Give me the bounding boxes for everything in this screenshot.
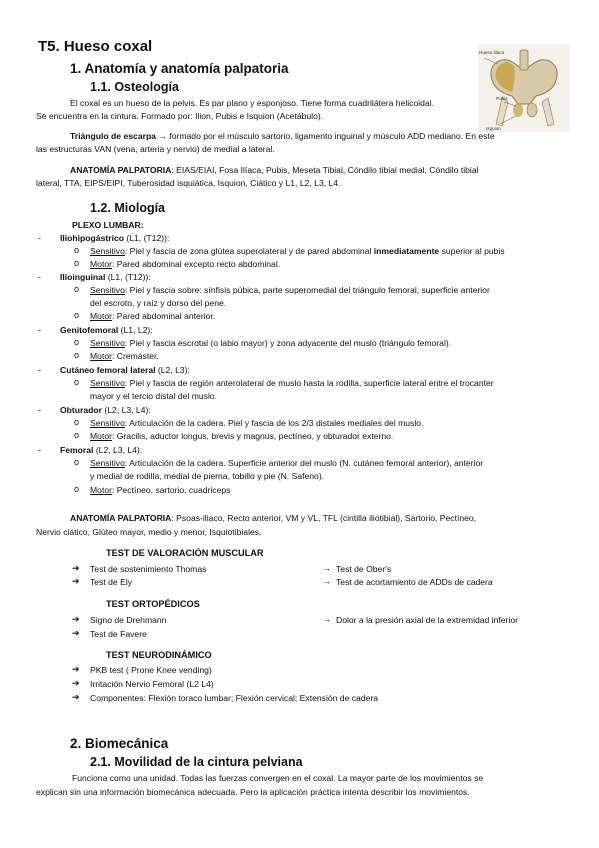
- osteologia-line-2: Se encuentra en la cintura. Formado por: Ilion, Pubis e Isquion (Acetábulo).: [36, 111, 324, 121]
- test-item: Test de sostenimiento Thomas: [90, 564, 207, 574]
- nerve-roots: (L2, L3, L4):: [102, 405, 151, 415]
- list-bullet: o: [74, 484, 80, 494]
- palpatoria-line-1: [70, 164, 564, 176]
- list-bullet: o: [74, 284, 80, 294]
- arrow-icon: ➔: [72, 692, 80, 702]
- nerve-cutaneo-femoral-lateral: [60, 364, 190, 376]
- list-bullet: o: [74, 377, 80, 387]
- nerve-item: [90, 258, 280, 270]
- item-text: : Pectíneo, sartorio, cuadriceps: [111, 485, 231, 495]
- test-item: Test de Ely: [90, 577, 133, 587]
- arrow-icon: ➔: [72, 576, 80, 586]
- palpatoria-line-2: lateral, TTA, EIPS/EIPI, Tuberosidad isquiática, Isquion, Ciático y L1, L2, L3, L4.: [36, 178, 341, 188]
- section-1-heading: 1. Anatomía y anatomía palpatoria: [70, 61, 289, 76]
- triangulo-line-2: las estructuras VAN (vena, arteria y nervio) de medial a lateral.: [36, 144, 275, 154]
- nerve-roots: (L1, (T12)):: [123, 233, 170, 243]
- triangulo-label: Triángulo de escarpa: [70, 131, 156, 141]
- test-item: Irritación Nervio Femoral (L2 L4): [90, 679, 214, 689]
- list-bullet: o: [74, 350, 80, 360]
- palpatoria-miologia-line-2: Nervio ciático, Glúteo mayor, medio y menor, Isquiotibiales.: [36, 527, 262, 537]
- nerve-item-cont: y medial de rodilla, medial de pierna, tobillo y pie (N. Safeno).: [90, 471, 325, 481]
- nerve-item: [90, 284, 490, 296]
- test-item: Signo de Drehmann: [90, 615, 167, 625]
- nerve-roots: (L1, L2):: [118, 325, 153, 335]
- item-text: : Articulación de la cadera. Superficie anterior del muslo (N. cutáneo femoral anterior), anterior: [124, 458, 484, 468]
- item-label: Sensitivo: [90, 246, 125, 256]
- nerve-name: Iliohipogástrico: [60, 233, 124, 243]
- list-dash: -: [38, 325, 41, 335]
- nerve-obturador: [60, 404, 151, 416]
- nerve-item: [90, 377, 494, 389]
- nerve-genitofemoral: [60, 324, 153, 336]
- triangulo-text: → formado por el músculo sartorio, ligamento inguinal y músculo ADD mediano. En este: [155, 131, 495, 141]
- item-text: : Cremáster.: [111, 351, 159, 361]
- section-1-1-heading: 1.1. Osteología: [90, 80, 179, 94]
- figure-label-isquion: Isquion: [486, 126, 501, 131]
- list-dash: -: [38, 272, 41, 282]
- item-text-bold: inmediatamente: [373, 246, 440, 256]
- nerve-name: Ilioinguinal: [60, 272, 106, 282]
- nerve-item: [90, 457, 483, 469]
- osteologia-line-1: El coxal es un hueso de la pelvis. Es par plano y esponjoso. Tiene forma cuadrilátera helicoidal.: [70, 98, 435, 108]
- nerve-name: Femoral: [60, 445, 94, 455]
- nerve-femoral: [60, 444, 142, 456]
- item-label: Sensitivo: [90, 378, 125, 388]
- item-label: Motor: [90, 259, 112, 269]
- triangulo-line-1: [70, 130, 564, 142]
- biomecanica-line-1: Funciona como una unidad. Todas las fuerzas convergen en el coxal. La mayor parte de los movimientos se: [72, 773, 484, 783]
- nerve-item-cont: del escroto, y raíz y dorso del pene.: [90, 298, 227, 308]
- item-label: Motor: [90, 431, 112, 441]
- item-label: Motor: [90, 485, 112, 495]
- arrow-icon: ➔: [72, 628, 80, 638]
- item-label: Motor: [90, 351, 112, 361]
- list-bullet: o: [74, 245, 80, 255]
- nerve-item: [90, 337, 451, 349]
- list-bullet: o: [74, 258, 80, 268]
- nerve-roots: (L1, (T12)):: [105, 272, 151, 282]
- test-item: PKB test ( Prone Knee vending): [90, 665, 212, 675]
- nerve-roots: (L2, L3):: [155, 365, 190, 375]
- nerve-roots: (L2, L3, L4):: [93, 445, 143, 455]
- nerve-name: Cutáneo femoral lateral: [60, 365, 156, 375]
- item-label: Sensitivo: [90, 458, 125, 468]
- test-ortopedicos-heading: TEST ORTOPÉDICOS: [106, 599, 200, 609]
- list-dash: -: [38, 445, 41, 455]
- test-item: Dolor a la presión axial de la extremidad inferior: [336, 615, 518, 625]
- section-1-2-heading: 1.2. Miología: [90, 201, 166, 215]
- figure-label-ilion: Hueso ilíaco: [479, 50, 505, 55]
- arrow-small-icon: →: [322, 563, 331, 573]
- nerve-item: [90, 430, 393, 442]
- nerve-item: [90, 245, 505, 257]
- test-muscular-heading: TEST DE VALORACIÓN MUSCULAR: [106, 548, 264, 558]
- palpatoria-miologia-line-1: [70, 512, 564, 524]
- pelvis-figure: [478, 44, 570, 132]
- test-item: Test de acortamiento de ADDs de cadera: [336, 577, 493, 587]
- item-text: : Gracilis, aductor longus, brevis y magnus, pectíneo, y obturador externo.: [111, 431, 394, 441]
- nerve-item-cont: mayor y el tercio distal del muslo.: [90, 391, 218, 401]
- arrow-icon: ➔: [72, 563, 80, 573]
- nerve-iliohipogastrico: [60, 232, 169, 244]
- item-text: : Piel y fascia de zona glútea superolateral y de pared abdominal: [124, 246, 374, 256]
- test-item: Componentes: Flexión toraco lumbar; Flexión cervical; Extensión de cadera: [90, 693, 379, 703]
- palpatoria-miologia-text: : Psoas-iliaco, Recto anterior, VM y VL, TFL (cintilla iliotibial), Sartorio, Pectíneo,: [171, 513, 477, 523]
- arrow-icon: ➔: [72, 664, 80, 674]
- arrow-icon: ➔: [72, 678, 80, 688]
- test-neurodinamico-heading: TEST NEURODINÁMICO: [106, 650, 212, 660]
- palpatoria-label: ANATOMÍA PALPATORIA: [70, 165, 172, 175]
- item-text: : Pared abdominal excepto recto abdominal.: [111, 259, 281, 269]
- list-bullet: o: [74, 417, 80, 427]
- nerve-name: Genitofemoral: [60, 325, 119, 335]
- list-bullet: o: [74, 457, 80, 467]
- item-label: Sensitivo: [90, 338, 125, 348]
- item-text: : Articulación de la cadera. Piel y fascia de los 2/3 distales mediales del muslo.: [124, 418, 424, 428]
- item-text: superior al pubis: [439, 246, 505, 256]
- list-dash: -: [38, 365, 41, 375]
- item-label: Sensitivo: [90, 418, 125, 428]
- plexo-lumbar-heading: PLEXO LUMBAR:: [72, 220, 144, 230]
- arrow-small-icon: →: [322, 614, 331, 624]
- list-bullet: o: [74, 430, 80, 440]
- nerve-item: [90, 350, 159, 362]
- nerve-item: [90, 310, 215, 322]
- document-title: T5. Hueso coxal: [38, 38, 153, 55]
- nerve-item: [90, 484, 230, 496]
- nerve-item: [90, 417, 423, 429]
- figure-label-pubis: Pubis: [496, 96, 508, 101]
- palpatoria-miologia-label: ANATOMÍA PALPATORIA: [70, 513, 172, 523]
- list-dash: -: [38, 405, 41, 415]
- arrow-small-icon: →: [322, 576, 331, 586]
- item-label: Motor: [90, 311, 112, 321]
- section-2-1-heading: 2.1. Movilidad de la cintura pelviana: [90, 755, 303, 769]
- item-text: : Pared abdominal anterior.: [111, 311, 216, 321]
- nerve-ilioinguinal: [60, 271, 151, 283]
- item-text: : Piel y fascia sobre: sínfisis púbica, parte superomedial del triángulo femoral, superficie anterior: [124, 285, 490, 295]
- section-2-heading: 2. Biomecánica: [70, 736, 169, 751]
- test-item: Test de Ober's: [336, 564, 392, 574]
- nerve-name: Obturador: [60, 405, 103, 415]
- list-bullet: o: [74, 337, 80, 347]
- item-text: : Piel y fascia escrotal (o labio mayor) y zona adyacente del muslo (triángulo femoral).: [124, 338, 452, 348]
- list-dash: -: [38, 233, 41, 243]
- biomecanica-line-2: explican sin una información biomecánica adecuada. Pero la aplicación práctica intenta describir los movimientos.: [36, 787, 470, 797]
- test-item: Test de Favere: [90, 629, 147, 639]
- arrow-icon: ➔: [72, 614, 80, 624]
- item-label: Sensitivo: [90, 285, 125, 295]
- palpatoria-text: : EIAS/EIAI, Fosa Ilíaca, Pubis, Meseta Tibial, Cóndilo tibial medial, Cóndilo tibial: [171, 165, 479, 175]
- item-text: : Piel y fascia de región anterolateral de muslo hasta la rodilla, superficie lateral entre el trocanter: [124, 378, 494, 388]
- list-bullet: o: [74, 310, 80, 320]
